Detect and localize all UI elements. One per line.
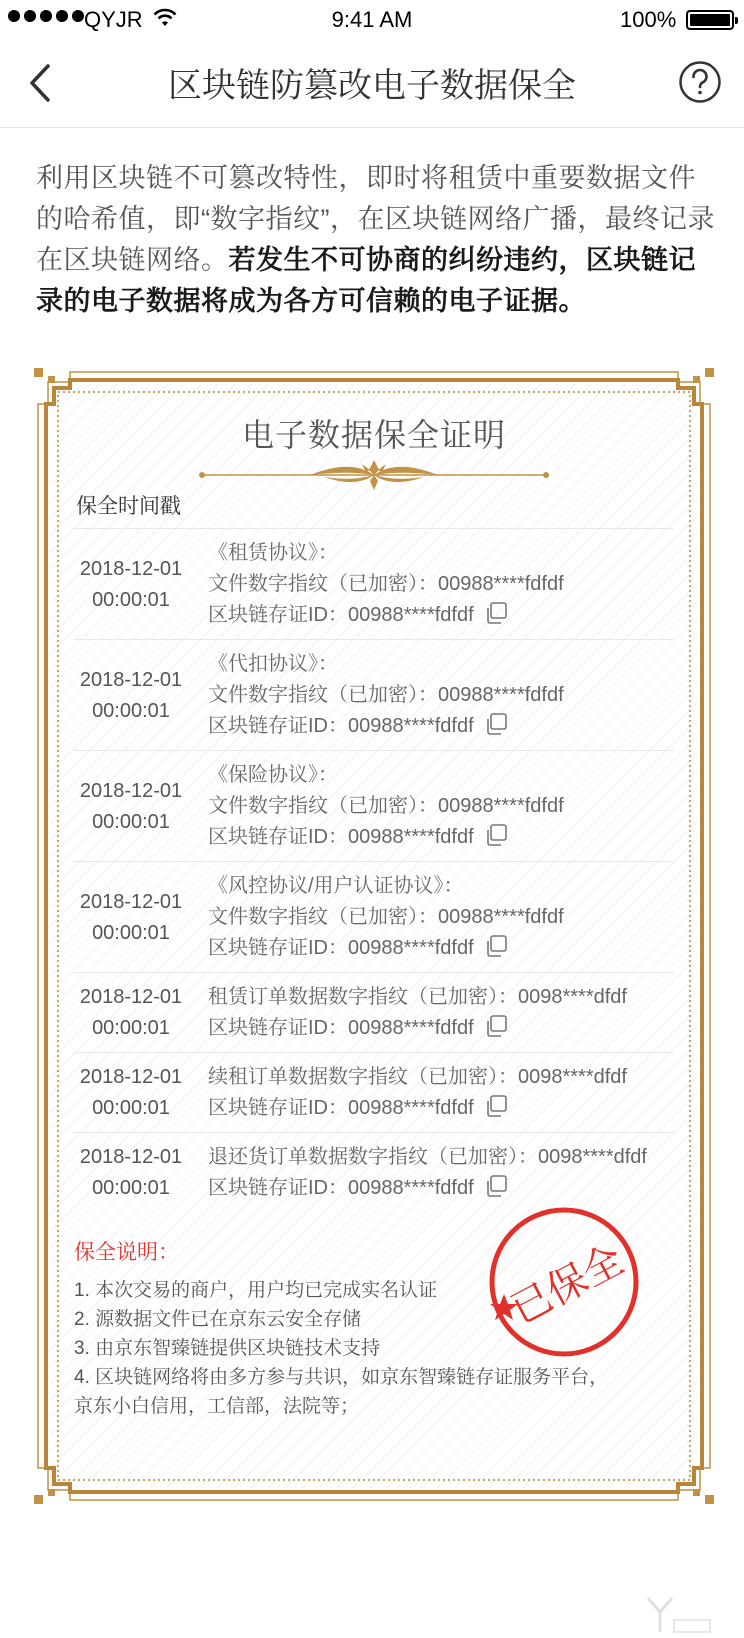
record-time: 00:00:01 <box>92 588 170 611</box>
record-line-text: 《租赁协议》： <box>208 542 338 564</box>
record-time: 00:00:01 <box>92 699 170 722</box>
record-line <box>208 538 564 569</box>
record-row <box>74 528 674 639</box>
stamp-text: 已保全 <box>503 1236 632 1334</box>
certificate-title: 电子数据保全证明 <box>241 417 506 453</box>
record-date: 2018-12-01 <box>79 1066 183 1088</box>
record-line <box>208 1013 627 1044</box>
record-line <box>208 1142 647 1173</box>
record-line <box>208 569 564 600</box>
record-line-text: 文件数字指纹（已加密）：00988****fdfdf <box>208 573 564 595</box>
notes-title: 保全说明： <box>74 1241 179 1264</box>
record-line <box>208 1173 647 1204</box>
record-time: 00:00:01 <box>92 1177 170 1199</box>
preserved-stamp <box>486 1204 642 1360</box>
record-timestamp <box>74 1062 188 1124</box>
record-date: 2018-12-01 <box>79 986 183 1008</box>
record-timestamp <box>74 1142 188 1204</box>
record-details <box>208 649 564 742</box>
record-line-text: 《风控协议/用户认证协议》： <box>208 875 464 897</box>
record-details <box>208 1062 627 1124</box>
record-line-text: 区块链存证ID：00988****fdfdf <box>208 604 474 626</box>
record-time: 00:00:01 <box>92 810 170 833</box>
record-line <box>208 1093 627 1124</box>
nav-bar <box>0 40 744 128</box>
page-title: 区块链防篡改电子数据保全 <box>168 67 576 105</box>
record-details <box>208 1142 647 1204</box>
record-line-text: 《保险协议》： <box>208 764 338 786</box>
note-item: 2. 源数据文件已在京东云安全存储 <box>74 1309 362 1330</box>
note-item: 3. 由京东智臻链提供区块链技术支持 <box>74 1338 381 1359</box>
record-line-text: 续租订单数据数字指纹（已加密）：0098****dfdf <box>208 1066 627 1088</box>
record-line <box>208 1062 627 1093</box>
record-row <box>74 639 674 750</box>
copy-icon[interactable] <box>484 824 508 846</box>
record-line-text: 退还货订单数据数字指纹（已加密）：0098****dfdf <box>208 1146 647 1168</box>
intro-bold-text: 若发生不可协商的纠纷违约，区块链记录的电子数据将成为各方可信赖的电子证据。 <box>36 245 696 316</box>
watermark-logo <box>644 1596 714 1636</box>
certificate-card <box>34 368 714 1504</box>
record-row <box>74 1132 674 1212</box>
timestamp-header: 保全时间戳 <box>76 495 181 518</box>
record-line <box>208 982 627 1013</box>
question-circle-icon[interactable] <box>678 60 722 104</box>
record-timestamp <box>74 887 188 949</box>
battery-icon <box>686 10 734 30</box>
note-item: 1. 本次交易的商户，用户均已完成实名认证 <box>74 1280 438 1301</box>
copy-icon[interactable] <box>484 1015 508 1037</box>
note-item: 京东小白信用，工信部，法院等； <box>74 1396 360 1417</box>
record-line-text: 文件数字指纹（已加密）：00988****fdfdf <box>208 684 564 706</box>
record-line-text: 区块链存证ID：00988****fdfdf <box>208 1017 474 1039</box>
carrier-name: QYJR <box>84 7 143 32</box>
record-row <box>74 1052 674 1132</box>
record-line-text: 区块链存证ID：00988****fdfdf <box>208 715 474 737</box>
record-line <box>208 871 564 902</box>
record-line-text: 区块链存证ID：00988****fdfdf <box>208 1097 474 1119</box>
record-line <box>208 822 564 853</box>
record-row <box>74 861 674 972</box>
note-item: 4. 区块链网络将由多方参与共识，如京东智臻链存证服务平台， <box>74 1367 609 1388</box>
copy-icon[interactable] <box>484 1095 508 1117</box>
record-time: 00:00:01 <box>92 1017 170 1039</box>
clock: 9:41 AM <box>331 7 413 32</box>
record-line-text: 区块链存证ID：00988****fdfdf <box>208 1177 474 1199</box>
record-date: 2018-12-01 <box>79 1146 183 1168</box>
record-timestamp <box>74 982 188 1044</box>
record-list <box>74 528 674 1212</box>
record-timestamp <box>74 776 188 838</box>
ornament-divider-icon <box>198 458 550 492</box>
copy-icon[interactable] <box>484 935 508 957</box>
record-line-text: 区块链存证ID：00988****fdfdf <box>208 937 474 959</box>
record-line <box>208 791 564 822</box>
record-line <box>208 680 564 711</box>
record-row <box>74 750 674 861</box>
intro-paragraph <box>36 158 716 322</box>
record-date: 2018-12-01 <box>79 779 183 802</box>
intro-text: 利用区块链不可篡改特性，即时将租赁中重要数据文件的哈希值，即“数字指纹”，在区块链网络广播，最终记录在区块链网络。 <box>36 163 715 275</box>
record-timestamp <box>74 554 188 616</box>
copy-icon[interactable] <box>484 602 508 624</box>
record-line <box>208 600 564 631</box>
record-line-text: 文件数字指纹（已加密）：00988****fdfdf <box>208 795 564 817</box>
record-line <box>208 711 564 742</box>
record-line-text: 《代扣协议》： <box>208 653 338 675</box>
copy-icon[interactable] <box>484 713 508 735</box>
record-timestamp <box>74 665 188 727</box>
record-date: 2018-12-01 <box>79 890 183 913</box>
record-details <box>208 871 564 964</box>
record-date: 2018-12-01 <box>79 557 183 580</box>
battery-percent: 100% <box>620 7 677 32</box>
record-time: 00:00:01 <box>92 921 170 944</box>
record-details <box>208 982 627 1044</box>
copy-icon[interactable] <box>484 1175 508 1197</box>
record-line <box>208 933 564 964</box>
record-line <box>208 649 564 680</box>
record-details <box>208 760 564 853</box>
record-row <box>74 972 674 1052</box>
record-line-text: 租赁订单数据数字指纹（已加密）：0098****dfdf <box>208 986 627 1008</box>
record-line-text: 文件数字指纹（已加密）：00988****fdfdf <box>208 906 564 928</box>
status-bar <box>0 0 744 40</box>
record-line-text: 区块链存证ID：00988****fdfdf <box>208 826 474 848</box>
record-line <box>208 902 564 933</box>
record-time: 00:00:01 <box>92 1097 170 1119</box>
record-details <box>208 538 564 631</box>
record-line <box>208 760 564 791</box>
record-date: 2018-12-01 <box>79 668 183 691</box>
